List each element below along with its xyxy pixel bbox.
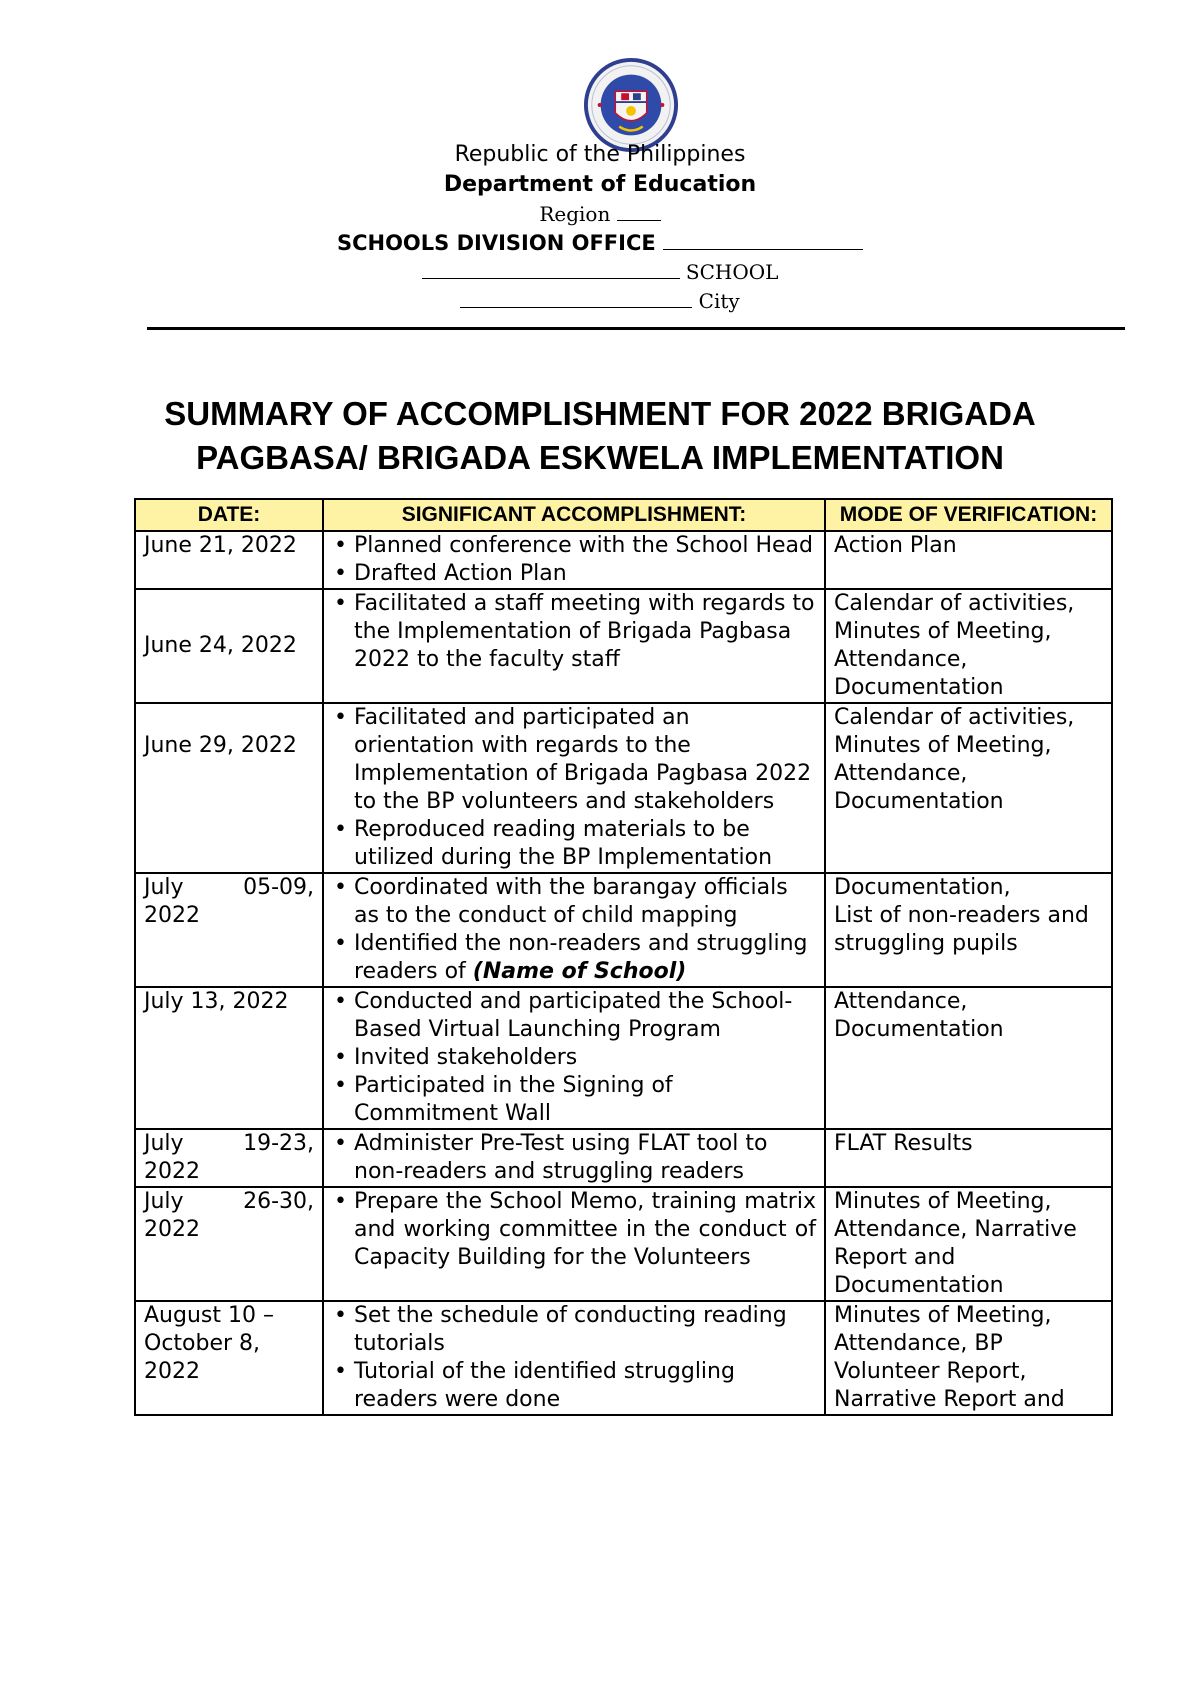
row-verification [825,873,1112,987]
list-item: • Reproduced reading materials to be utilized during the BP Implementation [332,816,816,872]
list-item-text: Identified the non-readers and struggling readers of [354,931,808,984]
row-verification: Minutes of Meeting, Attendance, BP Volunteer Report, Narrative Report and [825,1301,1112,1415]
accomplishment-table [134,498,1113,1416]
sdo-label: SCHOOLS DIVISION OFFICE [336,231,656,255]
school-label: SCHOOL [685,260,779,284]
list-item: • Invited stakeholders [332,1044,816,1072]
list-item: • Conducted and participated the School-Based Virtual Launching Program [332,988,816,1044]
city-label: City [698,289,740,313]
row-accomplishments [323,531,825,589]
sdo-blank [663,231,863,250]
row-accomplishments [323,703,825,873]
city-blank [460,289,692,308]
row-verification: Attendance, Documentation [825,987,1112,1129]
table-row [135,703,1112,873]
header-verification: MODE OF VERIFICATION: [825,499,1112,531]
table-row [135,531,1112,589]
header-divider [147,327,1125,330]
document-title [100,392,1100,480]
table-row [135,987,1112,1129]
list-item: • Tutorial of the identified struggling readers were done [332,1358,816,1414]
row-accomplishments [323,1301,825,1415]
row-date: July 13, 2022 [135,987,323,1129]
row-date [135,703,323,873]
sdo-line [0,228,1200,258]
row-verification: Action Plan [825,531,1112,589]
row-date: July 26-30, 2022 [135,1187,323,1301]
region-label: Region [539,202,611,226]
row-accomplishments [323,1187,825,1301]
row-verification: Minutes of Meeting, Attendance, Narrative Report and Documentation [825,1187,1112,1301]
row-verification: Calendar of activities, Minutes of Meeting, Attendance, Documentation [825,589,1112,703]
row-date: June 24, 2022 [135,589,323,703]
row-verification: Calendar of activities, Minutes of Meeting, Attendance, Documentation [825,703,1112,873]
row-verification: FLAT Results [825,1129,1112,1187]
verification-line: List of non-readers and struggling pupils [834,903,1089,956]
row-accomplishments [323,1129,825,1187]
school-name-placeholder: (Name of School) [472,959,687,984]
row-date: August 10 – October 8, 2022 [135,1301,323,1415]
table-header-row [135,499,1112,531]
row-date: July 05-09, 2022 [135,873,323,987]
region-line [0,200,1200,228]
row-date: July 19-23, 2022 [135,1129,323,1187]
list-item: • Drafted Action Plan [332,560,816,588]
list-item [332,930,816,986]
region-blank [617,202,661,221]
row-accomplishments [323,873,825,987]
row-date: June 21, 2022 [135,531,323,589]
verification-line: Documentation, [834,875,1011,900]
school-blank [422,260,680,279]
row-accomplishments [323,987,825,1129]
header-date: DATE: [135,499,323,531]
department-line: Department of Education [443,172,757,197]
city-line [0,287,1200,316]
list-item: • Planned conference with the School Head [332,532,816,560]
table-row [135,589,1112,703]
republic-line: Republic of the Philippines [454,142,746,167]
list-item: • Facilitated a staff meeting with regards to the Implementation of Brigada Pagbasa 2022 to the faculty staff [332,590,816,674]
row-date-text: June 29, 2022 [144,733,297,758]
list-item: • Facilitated and participated an orientation with regards to the Implementation of Brigada Pagbasa 2022 to the BP volunteers and stakeholders [332,704,816,816]
list-item: • Prepare the School Memo, training matrix and working committee in the conduct of Capacity Building for the Volunteers [332,1188,816,1272]
row-accomplishments [323,589,825,703]
table-row [135,1129,1112,1187]
letterhead [0,140,1200,316]
list-item: • Coordinated with the barangay officials as to the conduct of child mapping [332,874,816,930]
table-row [135,1301,1112,1415]
title-line-1: SUMMARY OF ACCOMPLISHMENT FOR 2022 BRIGADA [164,395,1036,432]
list-item: • Set the schedule of conducting reading tutorials [332,1302,816,1358]
list-item: • Participated in the Signing of Commitment Wall [332,1072,816,1128]
header-accomplishment: SIGNIFICANT ACCOMPLISHMENT: [323,499,825,531]
table-row [135,873,1112,987]
list-item: • Administer Pre-Test using FLAT tool to non-readers and struggling readers [332,1130,816,1186]
school-line [0,258,1200,287]
title-line-2: PAGBASA/ BRIGADA ESKWELA IMPLEMENTATION [196,439,1004,476]
table-row [135,1187,1112,1301]
